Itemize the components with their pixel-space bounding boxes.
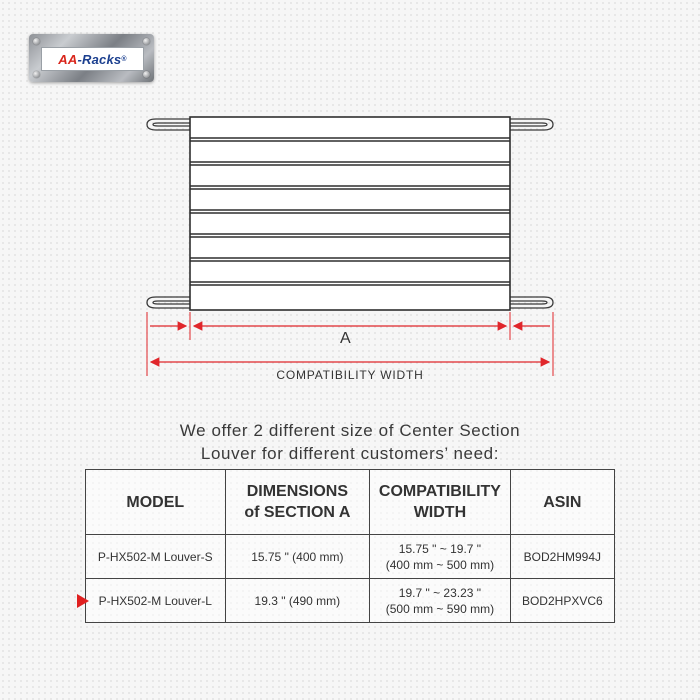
compatibility-width-label: COMPATIBILITY WIDTH xyxy=(276,368,424,382)
header-model: MODEL xyxy=(86,470,226,535)
offer-heading-line2: Louver for different customers’ need: xyxy=(200,444,500,463)
cell-model: P-HX502-M Louver-L xyxy=(86,579,226,623)
brand-logo-aa: AA xyxy=(58,51,78,67)
cell-compatibility xyxy=(370,535,510,579)
cell-compatibility-line1: 15.75 " ~ 19.7 " xyxy=(398,541,482,556)
header-asin: ASIN xyxy=(510,470,614,535)
header-dimensions-line2: of SECTION A xyxy=(244,504,351,521)
brand-logo-registered: ® xyxy=(121,55,127,63)
row-highlight-triangle-icon xyxy=(77,594,89,608)
table-row xyxy=(86,535,615,579)
header-compatibility-line2: WIDTH xyxy=(413,504,467,521)
cell-compatibility xyxy=(370,579,510,623)
header-dimensions-line1: DIMENSIONS xyxy=(246,483,349,500)
brand-logo-racks: -Racks xyxy=(77,51,122,67)
cell-compatibility-line2: (400 mm ~ 500 mm) xyxy=(385,557,495,572)
offer-heading-line1: We offer 2 different size of Center Section xyxy=(179,421,521,440)
cell-asin: BOD2HPXVC6 xyxy=(510,579,614,623)
cell-compatibility-line2: (500 mm ~ 590 mm) xyxy=(385,601,495,616)
size-spec-table xyxy=(85,469,615,623)
cell-dimension: 15.75 " (400 mm) xyxy=(225,535,370,579)
cell-compatibility-line1: 19.7 " ~ 23.23 " xyxy=(398,585,482,600)
header-dimensions xyxy=(225,470,370,535)
header-compatibility xyxy=(370,470,510,535)
header-compatibility-line1: COMPATIBILITY xyxy=(378,483,501,500)
cell-dimension: 19.3 " (490 mm) xyxy=(225,579,370,623)
cell-asin: BOD2HM994J xyxy=(510,535,614,579)
cell-model: P-HX502-M Louver-S xyxy=(86,535,226,579)
table-row xyxy=(86,579,615,623)
table-header-row xyxy=(86,470,615,535)
dimension-a-label: A xyxy=(340,330,352,347)
